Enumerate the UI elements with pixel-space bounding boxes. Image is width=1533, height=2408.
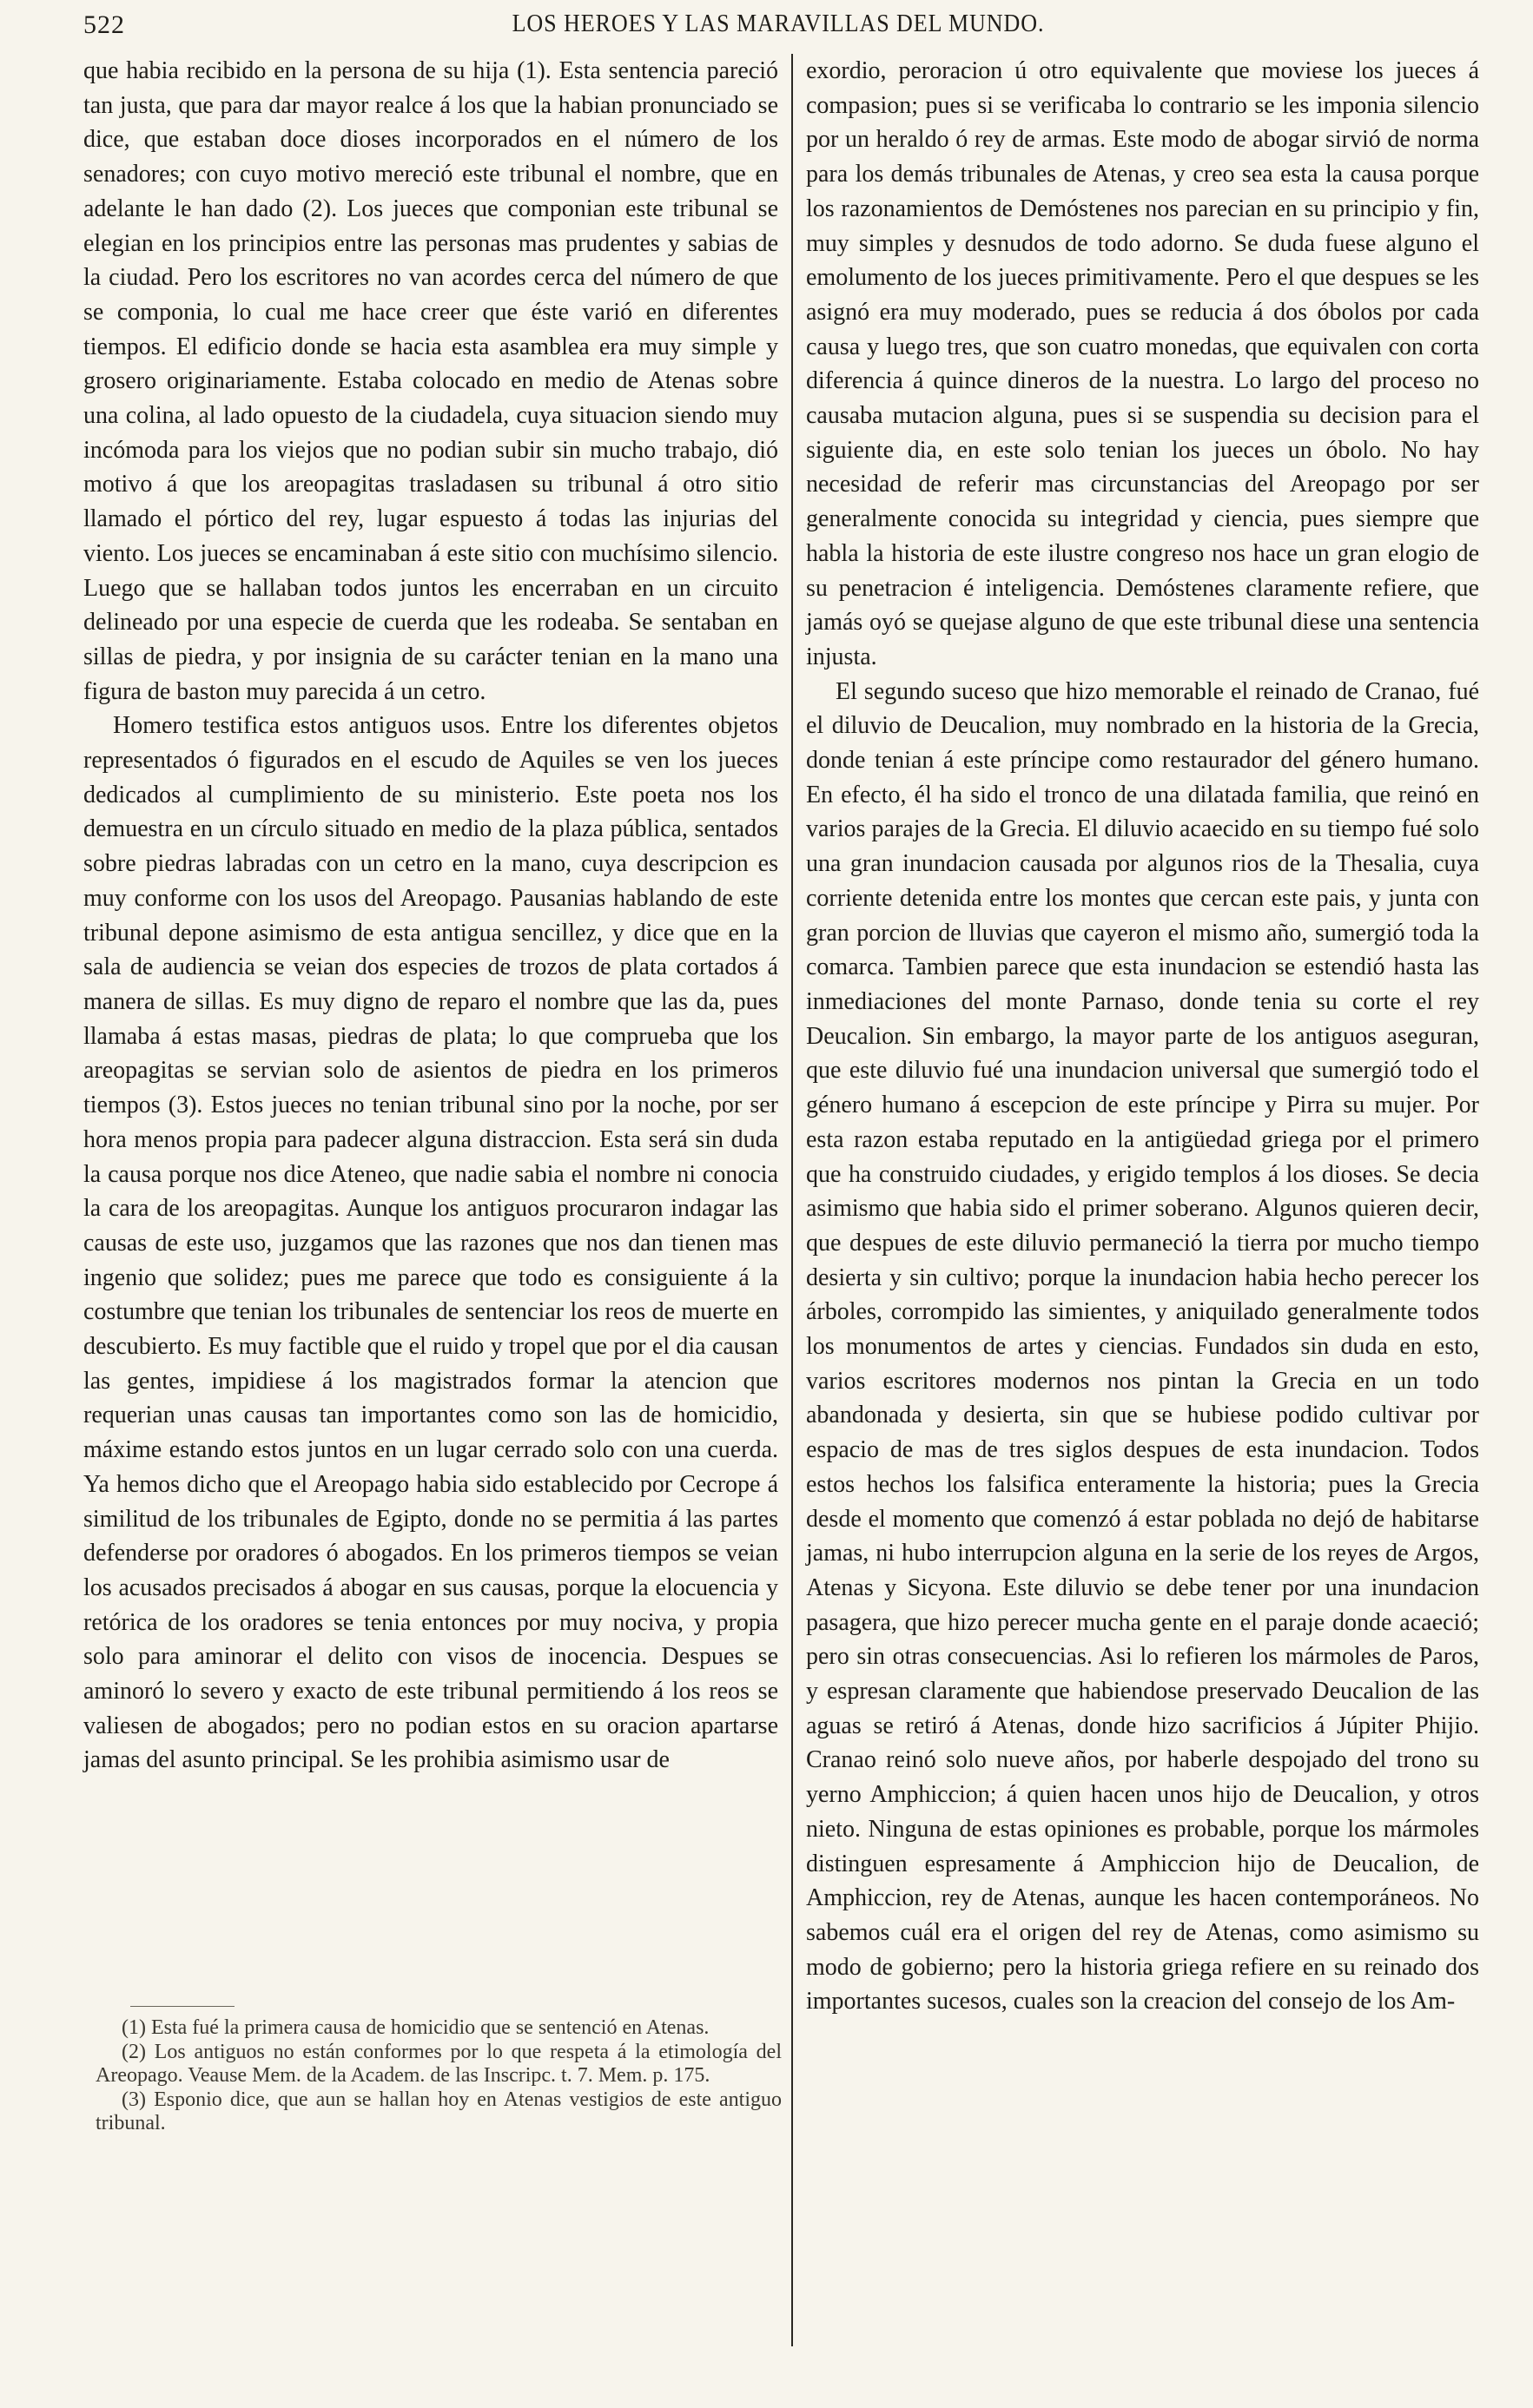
page-header: [83, 7, 1473, 45]
running-title: LOS HEROES Y LAS MARAVILLAS DEL MUNDO.: [512, 10, 1045, 37]
right-text-column: [806, 54, 1479, 2019]
footnotes: [96, 2016, 782, 2136]
paragraph: exordio, peroracion ú otro equivalente que moviese los jueces á compasion; pues si se verificaba lo contrario se les imponia silencio por un heraldo ó rey de armas. Este modo de abogar sirvió de norma para los demás tribunales de Atenas, y creo sea esta la causa porque los razonamientos de Demóstenes nos parecian en su principio y fin, muy simples y desnudos de todo adorno. Se duda fuese alguno el emolumento de los jueces primitivamente. Pero el que despues se les asignó era muy moderado, pues se reducia á dos óbolos por cada causa y luego tres, que son cuatro monedas, que equivalen con corta diferencia á quince dineros de la nuestra. Lo largo del proceso no causaba mutacion alguna, pues si se suspendia su decision para el siguiente dia, en este solo tenian los jueces un óbolo. No hay necesidad de referir mas circunstancias del Areopago por ser generalmente conocida su integridad y ciencia, pues siempre que habla la historia de este ilustre congreso nos hace un gran elogio de su penetracion é inteligencia. Demóstenes claramente refiere, que jamás oyó se quejase alguno de que este tribunal diese una sentencia injusta.: [806, 57, 1479, 670]
paragraph: Homero testifica estos antiguos usos. Entre los diferentes objetos representados ó figurados en el escudo de Aquiles se ven los jueces dedicados al cumplimiento de su ministerio. Este poeta nos los demuestra en un círculo situado en medio de la plaza pública, sentados sobre piedras labradas con un cetro en la mano, cuya descripcion es muy conforme con los usos del Areopago. Pausanias hablando de este tribunal depone asimismo de esta antigua sencillez, y dice que en la sala de audiencia se veian dos especies de trozos de plata cortados á manera de sillas. Es muy digno de reparo el nombre que las da, pues llamaba á estas masas, piedras de plata; lo que comprueba que los areopagitas se servian solo de asientos de piedra en los primeros tiempos (3). Estos jueces no tenian tribunal sino por la noche, por ser hora menos propia para padecer alguna distraccion. Esta será sin duda la causa porque nos dice Ateneo, que nadie sabia el nombre ni conocia la cara de los areopagitas. Aunque los antiguos procuraron indagar las causas de este uso, juzgamos que las razones que nos dan tienen mas ingenio que solidez; pues me parece que todo es consiguiente á la costumbre que tenian los tribunales de sentenciar los reos de muerte en descubierto. Es muy factible que el ruido y tropel que por el dia causan las gentes, impidiese á los magistrados formar la atencion que requerian unas causas tan importantes como son las de homicidio, máxime estando estos juntos en un lugar cerrado solo con una cuerda. Ya hemos dicho que el Areopago habia sido establecido por Cecrope á similitud de los tribunales de Egipto, donde no se permitia á las partes defenderse por oradores ó abogados. En los primeros tiempos se veian los acusados precisados á abogar en sus causas, porque la elocuencia y retórica de los oradores se tenia entonces por muy nociva, y propia solo para aminorar el delito con visos de inocencia. Despues se aminoró lo severo y exacto de este tribunal permitiendo á los reos se valiesen de abogados; pero no podian estos en su oracion apartarse jamas del asunto principal. Se les prohibia asimismo usar de: [83, 712, 778, 1774]
footnote: (3) Esponio dice, que aun se hallan hoy en Atenas vestigios de este antiguo tribunal.: [96, 2088, 782, 2134]
footnote: (1) Esta fué la primera causa de homicidio que se sentenció en Atenas.: [122, 2016, 710, 2039]
left-text-column: [83, 54, 778, 1778]
footnote-separator: [130, 2006, 235, 2007]
page-number: 522: [83, 10, 125, 39]
column-divider: [791, 54, 793, 2346]
paragraph: que habia recibido en la persona de su hija (1). Esta sentencia pareció tan justa, que para dar mayor realce á los que la habian pronunciado se dice, que estaban doce dioses incorporados en el número de los senadores; con cuyo motivo mereció este tribunal el nombre, que en adelante le han dado (2). Los jueces que componian este tribunal se elegian en los principios entre las personas mas prudentes y sabias de la ciudad. Pero los escritores no van acordes cerca del número de que se componia, lo cual me hace creer que éste varió en diferentes tiempos. El edificio donde se hacia esta asamblea era muy simple y grosero originariamente. Estaba colocado en medio de Atenas sobre una colina, al lado opuesto de la ciudadela, cuya situacion siendo muy incómoda para los viejos que no podian subir sin mucho trabajo, dió motivo á que los areopagitas trasladasen su tribunal á otro sitio llamado el pórtico del rey, lugar espuesto á todas las injurias del viento. Los jueces se encaminaban á este sitio con muchísimo silencio. Luego que se hallaban todos juntos les encerraban en un circuito delineado por una especie de cuerda que les rodeaba. Se sentaban en sillas de piedra, y por insignia de su carácter tenian en la mano una figura de baston muy parecida á un cetro.: [83, 57, 778, 705]
footnote: (2) Los antiguos no están conformes por lo que respeta á la etimología del Areopago. Veause Mem. de la Academ. de las Inscripc. t. 7. Mem. p. 175.: [96, 2041, 782, 2087]
paragraph: El segundo suceso que hizo memorable el reinado de Cranao, fué el diluvio de Deucalion, muy nombrado en la historia de la Grecia, donde tenian á este príncipe como restaurador del género humano. En efecto, él ha sido el tronco de una dilatada familia, que reinó en varios parajes de la Grecia. El diluvio acaecido en su tiempo fué solo una gran inundacion causada por algunos rios de la Thesalia, cuya corriente detenida entre los montes que cercan este pais, y junta con gran porcion de lluvias que cayeron el mismo año, sumergió toda la comarca. Tambien parece que esta inundacion se estendió hasta las inmediaciones del monte Parnaso, donde tenia su corte el rey Deucalion. Sin embargo, la mayor parte de los antiguos aseguran, que este diluvio fué una inundacion universal que sumergió todo el género humano á escepcion de este príncipe y Pirra su mujer. Por esta razon estaba reputado en la antigüedad griega por el primero que ha construido ciudades, y erigido templos á los dioses. Se decia asimismo que habia sido el primer soberano. Algunos quieren decir, que despues de este diluvio permaneció la tierra por mucho tiempo desierta y sin cultivo; porque la inundacion habia hecho perecer los árboles, corrompido las simientes, y aniquilado generalmente todos los monumentos de artes y ciencias. Fundados sin duda en esto, varios escritores modernos nos pintan la Grecia en un todo abandonada y desierta, sin que se hubiese podido cultivar por espacio de mas de tres siglos despues de esta inundacion. Todos estos hechos los falsifica enteramente la historia; pues la Grecia desde el momento que comenzó á estar poblada no dejó de habitarse jamas, ni hubo interrupcion alguna en la serie de los reyes de Argos, Atenas y Sicyona. Este diluvio se debe tener por una inundacion pasagera, que hizo perecer mucha gente en el paraje donde acaeció; pero sin otras consecuencias. Asi lo refieren los mármoles de Paros, y espresan claramente que habiendose preservado Deucalion de las aguas se retiró á Atenas, donde hizo sacrificios á Júpiter Phijio. Cranao reinó solo nueve años, por haberle despojado del trono su yerno Amphiccion; á quien hacen unos hijo de Deucalion, y otros nieto. Ninguna de estas opiniones es probable, porque los mármoles distinguen espresamente á Amphiccion hijo de Deucalion, de Amphiccion, rey de Atenas, aunque les hacen contemporáneos. No sabemos cuál era el origen del rey de Atenas, como asimismo su modo de gobierno; pero la historia griega refiere en su reinado dos importantes sucesos, cuales son la creacion del consejo de los Am-: [806, 677, 1479, 2015]
